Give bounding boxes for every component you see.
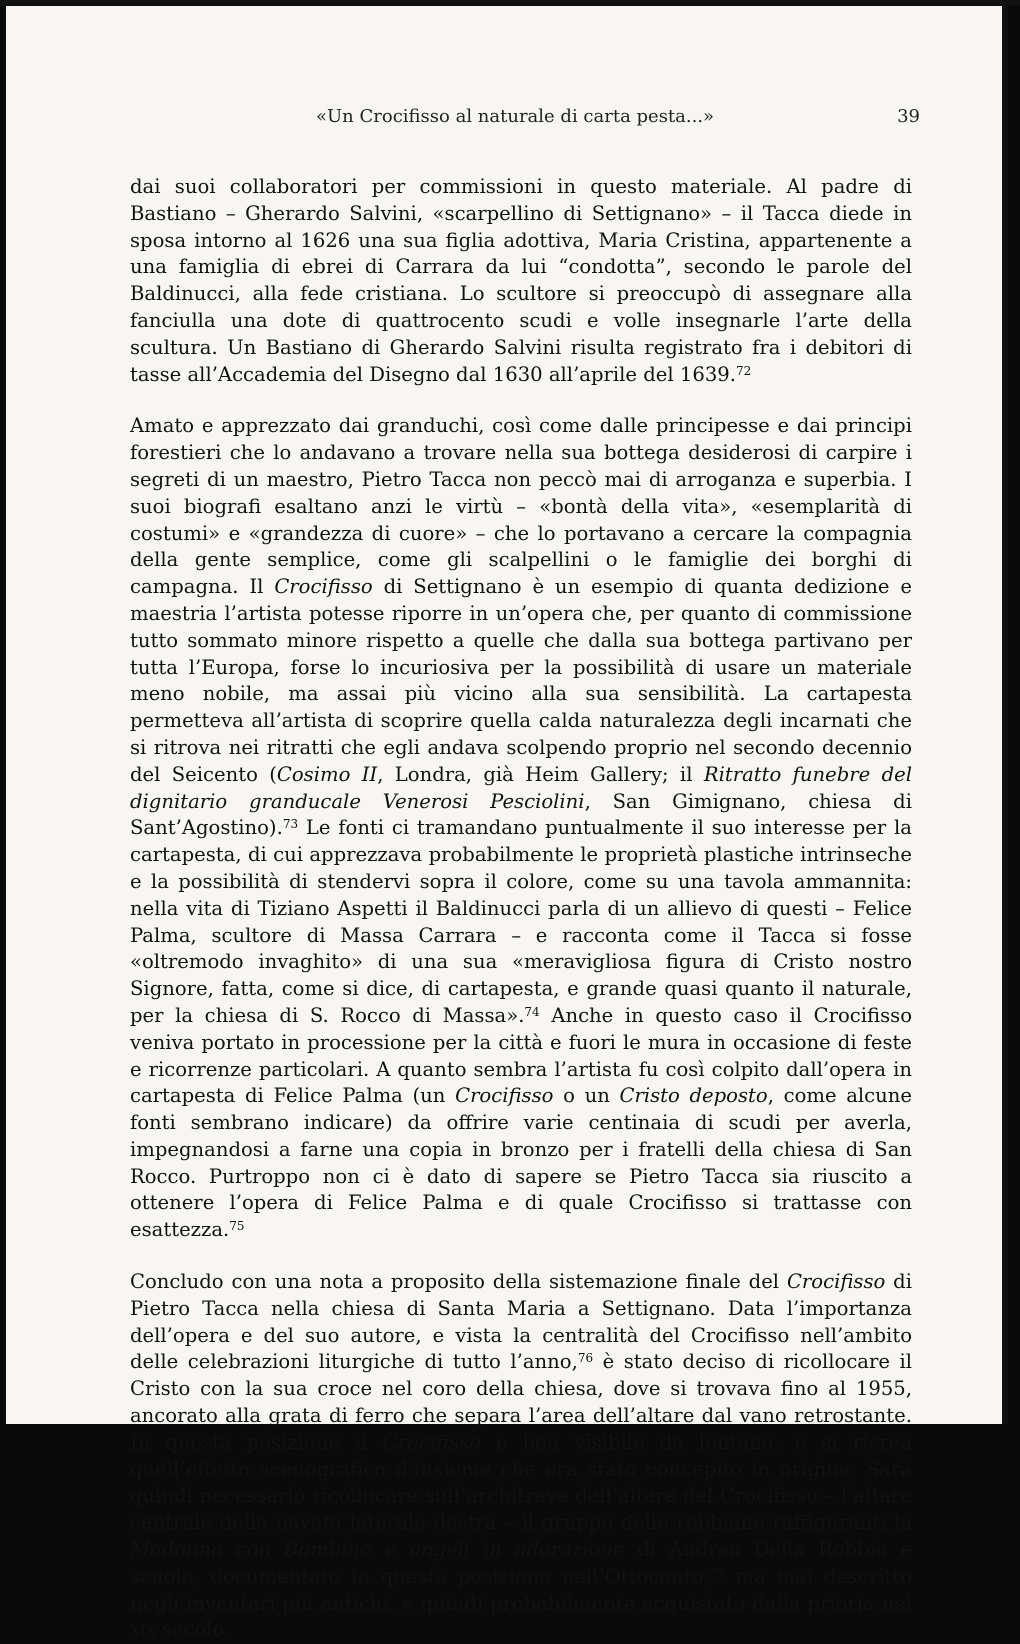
paragraph-1 (130, 174, 912, 388)
text-run: di Settignano è un esempio di quanta dedizione e maestria l’artista potesse riporre in un’opera che, per quanto di commissione tutto sommato minore rispetto a quelle che dalla sua bottega partivano per tutta l’Europa, forse lo incuriosiva per la possibilità di usare un materiale meno nobile, ma assai più vicino alla sua sensibilità. La cartapesta permetteva all’artista di scoprire quella calda naturalezza degli incarnati che si ritrova nei ritratti che egli andava scolpendo proprio nel secondo decennio del Seicento ( (130, 575, 912, 786)
text-run: ma mai descritto negli inventari più antichi, e quindi probabilmente acquistato dalla prioria nel (130, 1564, 912, 1615)
text-run: secolo. (155, 1618, 231, 1642)
footnote-ref-76: 76 (577, 1351, 594, 1366)
text-run: , Londra, già Heim Gallery; il (377, 762, 704, 786)
italic-title: Cosimo II (276, 762, 378, 786)
text-run: Amato e apprezzato dai granduchi, così come dalle principesse e dai principi forestieri che lo andavano a trovare nella sua bottega desiderosi di carpire i segreti di un maestro, Pietro Tacca non peccò mai di arroganza e superbia. I suoi biografi esaltano anzi le virtù – «bontà della vita», «esemplarità di costumi» e «grandezza di cuore» – che lo portavano a cercare la compagnia della gente semplice, come gli scalpellini o le famiglie dei borghi di campagna. Il (130, 414, 912, 599)
text-run: , San Gimignano, chiesa di Sant’Agostino). (130, 789, 912, 840)
text-run: di Andrea Della Robbia e scuola, documentato in questa posizione nell’Ottocento, (130, 1538, 912, 1588)
footnote-ref-74: 74 (524, 1004, 540, 1019)
text-run: è ben visibile da lontano, e si ricrea quell’effetto scenografico d’insieme che era stato concepito in origine. Sarà quindi necessario ricollocare sull’architrave dell’altare del Crocifisso – l’altare centrale della navata laterale destra – il gruppo delle robbiane raffiguranti la (130, 1430, 912, 1535)
italic-title: Ritratto funebre del dignitario granducale Venerosi Pesciolini (130, 762, 912, 813)
text-run: è stato deciso di ricollocare il Cristo con la sua croce nel coro della chiesa, dove si trovava fino al 1955, ancorato alla grata di ferro che separa l’area dell’altare dal vano retrostante. In questa posizione il (130, 1350, 912, 1454)
text-run: , come alcune fonti sembrano indicare) da offrire varie centinaia di scudi per averla, impegnandosi a farne una copia in bronzo per i fratelli della chiesa di San Rocco. Purtroppo non ci è dato di sapere se Pietro Tacca sia riuscito a ottenere l’opera di Felice Palma e di quale Crocifisso si trattasse con esattezza. (130, 1084, 912, 1242)
text-run: di Pietro Tacca nella chiesa di Santa Maria a Settignano. Data l’importanza dell’opera e del suo autore, e vista la centralità del Crocifisso nell’ambito delle celebrazioni liturgiche di tutto l’anno, (130, 1270, 912, 1374)
footnote-ref-77: 77 (709, 1565, 725, 1580)
italic-title: Crocifisso (382, 1430, 481, 1454)
body-text (130, 174, 912, 1644)
page-number: 39 (897, 106, 920, 127)
footnote-ref-75: 75 (229, 1219, 245, 1234)
running-title: «Un Crocifisso al naturale di carta pesta...» (316, 106, 715, 127)
paragraph-2 (130, 413, 912, 1244)
text-run: Concludo con una nota a proposito della sistemazione finale del (130, 1270, 787, 1294)
paragraph-3 (130, 1269, 912, 1644)
book-page (6, 6, 1008, 1642)
italic-title: Crocifisso (274, 575, 373, 599)
text-run: dai suoi collaboratori per commissioni in questo materiale. Al padre di Bastiano – Gherardo Salvini, «scarpellino di Settignano» – il Tacca diede in sposa intorno al 1626 una sua figlia adottiva, Maria Cristina, appartenente a una famiglia di ebrei di Carrara da lui “condotta”, secondo le parole del Baldinucci, alla fede cristiana. Lo scultore si preoccupò di assegnare alla fanciulla una dote di quattrocento scudi e volle insegnarle l’arte della scultura. Un Bastiano di Gherardo Salvini risulta registrato fra i debitori di tasse all’Accademia del Disegno dal 1630 all’aprile del 1639. (130, 175, 912, 386)
text-run: Le fonti ci tramandano puntualmente il suo interesse per la cartapesta, di cui apprezzava probabilmente le proprietà plastiche intrinseche e la possibilità di stendervi sopra il colore, come su una tavola ammannita: nella vita di Tiziano Aspetti il Baldinucci parla di un allievo di questi – Felice Palma, scultore di Massa Carrara – e racconta come il Tacca si fosse «oltremodo invaghito» di una sua «meravigliosa figura di Cristo nostro Signore, fatta, come si dice, di cartapesta, e grande quasi quanto il naturale, per la chiesa di S. Rocco di Massa». (130, 816, 912, 1027)
text-run: o un (553, 1084, 620, 1108)
italic-title: Cristo deposto (619, 1084, 768, 1108)
small-caps-century: xix (130, 1618, 156, 1642)
italic-title: Crocifisso (455, 1084, 554, 1108)
footnote-ref-73: 73 (282, 817, 299, 832)
italic-title: Madonna con Bambino e angeli in adorazione (130, 1538, 625, 1562)
italic-title: Crocifisso (786, 1270, 886, 1294)
footnote-ref-72: 72 (735, 363, 752, 378)
text-run: Anche in questo caso il Crocifisso veniva portato in processione per la città e fuori le mura in occasione di feste e ricorrenze particolari. A quanto sembra l’artista fu così colpito dall’opera in cartapesta di Felice Palma (un (130, 1003, 913, 1108)
